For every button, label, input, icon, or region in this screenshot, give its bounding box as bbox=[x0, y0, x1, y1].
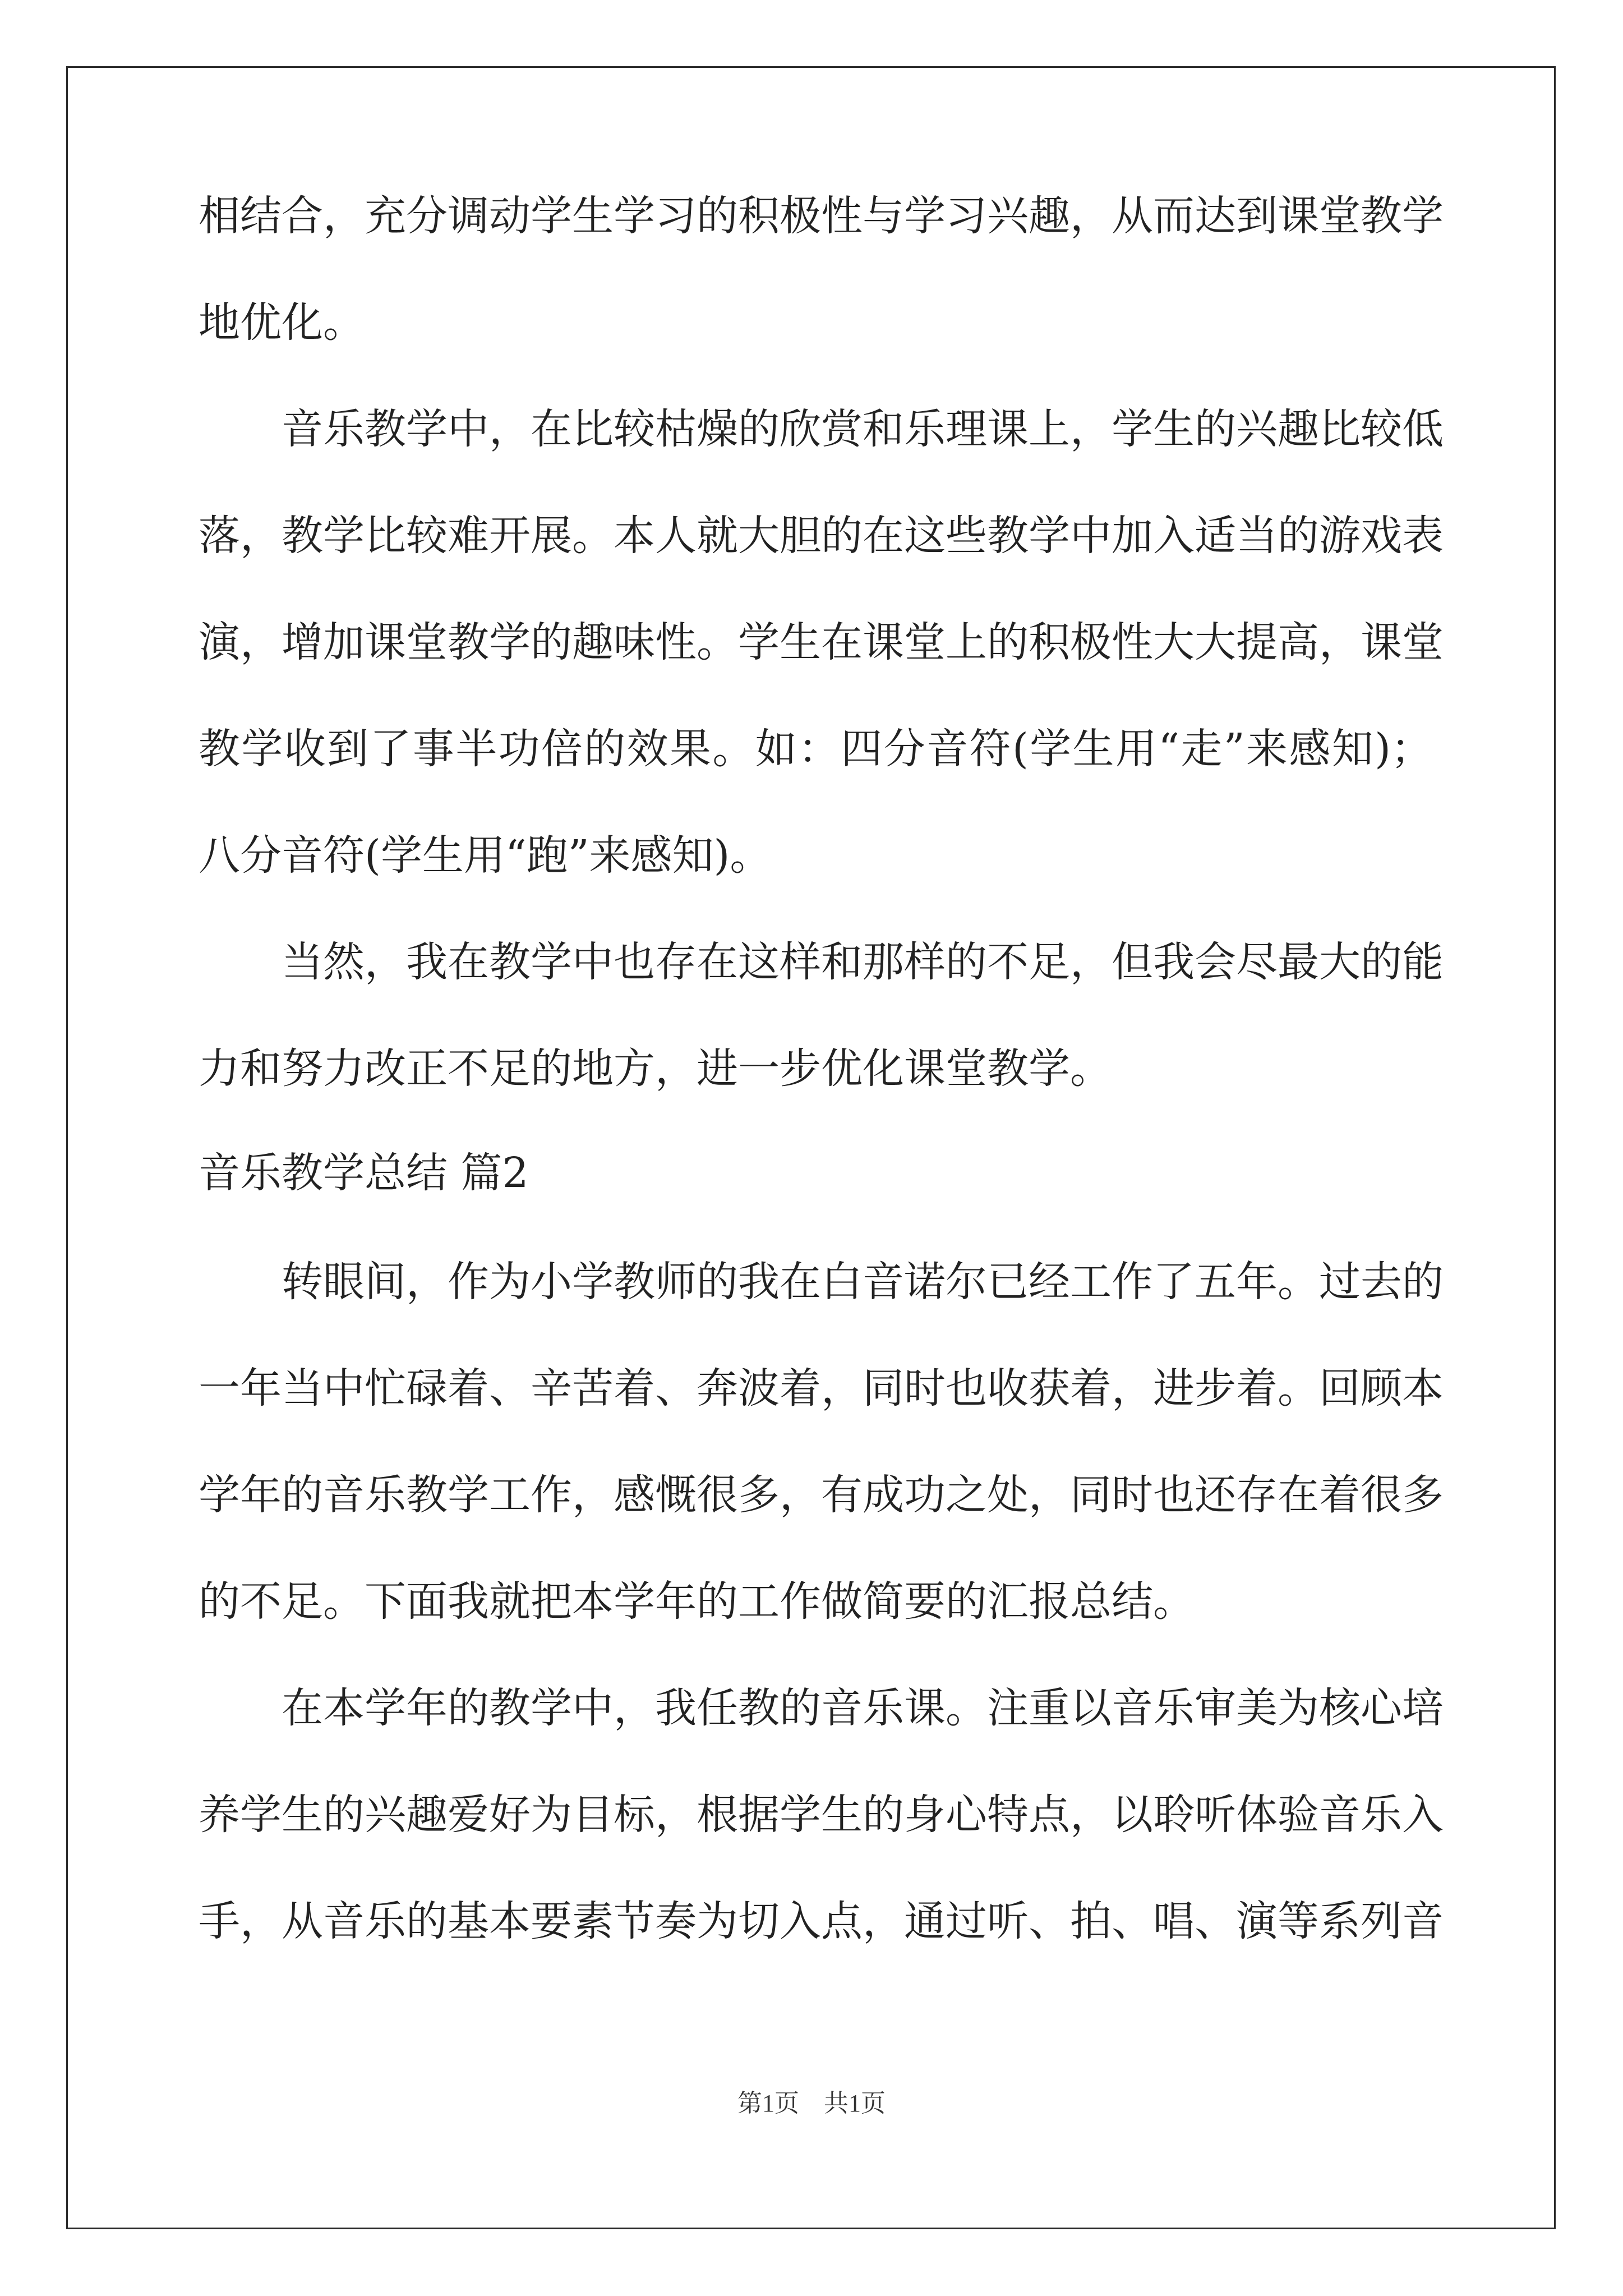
section-heading: 音乐教学总结 篇2 bbox=[199, 1149, 529, 1197]
paragraph-line: 手，从音乐的基本要素节奏为切入点，通过听、拍、唱、演等系列音 bbox=[199, 1897, 1444, 1945]
paragraph-line: 教学收到了事半功倍的效果。如：四分音符(学生用“走”来感知)； bbox=[199, 725, 1432, 773]
paragraph-line: 地优化。 bbox=[199, 298, 365, 347]
paragraph-line: 力和努力改正不足的地方，进一步优化课堂教学。 bbox=[199, 1045, 1112, 1093]
paragraph-line: 相结合，充分调动学生学习的积极性与学习兴趣，从而达到课堂教学 bbox=[199, 192, 1444, 240]
paragraph-line: 落，教学比较难开展。本人就大胆的在这些教学中加入适当的游戏表 bbox=[199, 512, 1444, 560]
paragraph-line: 学年的音乐教学工作，感慨很多，有成功之处，同时也还存在着很多 bbox=[199, 1471, 1444, 1519]
paragraph-line: 的不足。下面我就把本学年的工作做简要的汇报总结。 bbox=[199, 1577, 1195, 1626]
paragraph-line: 转眼间，作为小学教师的我在白音诺尔已经工作了五年。过去的 bbox=[282, 1258, 1444, 1306]
paragraph-line: 一年当中忙碌着、辛苦着、奔波着，同时也收获着，进步着。回顾本 bbox=[199, 1364, 1444, 1412]
paragraph-line: 音乐教学中，在比较枯燥的欣赏和乐理课上，学生的兴趣比较低 bbox=[282, 405, 1444, 453]
page-number-footer: 第1页 共1页 bbox=[737, 2090, 886, 2117]
paragraph-line: 当然，我在教学中也存在这样和那样的不足，但我会尽最大的能 bbox=[282, 938, 1444, 986]
paragraph-line: 在本学年的教学中，我任教的音乐课。注重以音乐审美为核心培 bbox=[282, 1684, 1444, 1732]
paragraph-line: 演，增加课堂教学的趣味性。学生在课堂上的积极性大大提高，课堂 bbox=[199, 618, 1444, 666]
paragraph-line: 八分音符(学生用“跑”来感知)。 bbox=[199, 831, 772, 880]
paragraph-line: 养学生的兴趣爱好为目标，根据学生的身心特点，以聆听体验音乐入 bbox=[199, 1791, 1444, 1839]
